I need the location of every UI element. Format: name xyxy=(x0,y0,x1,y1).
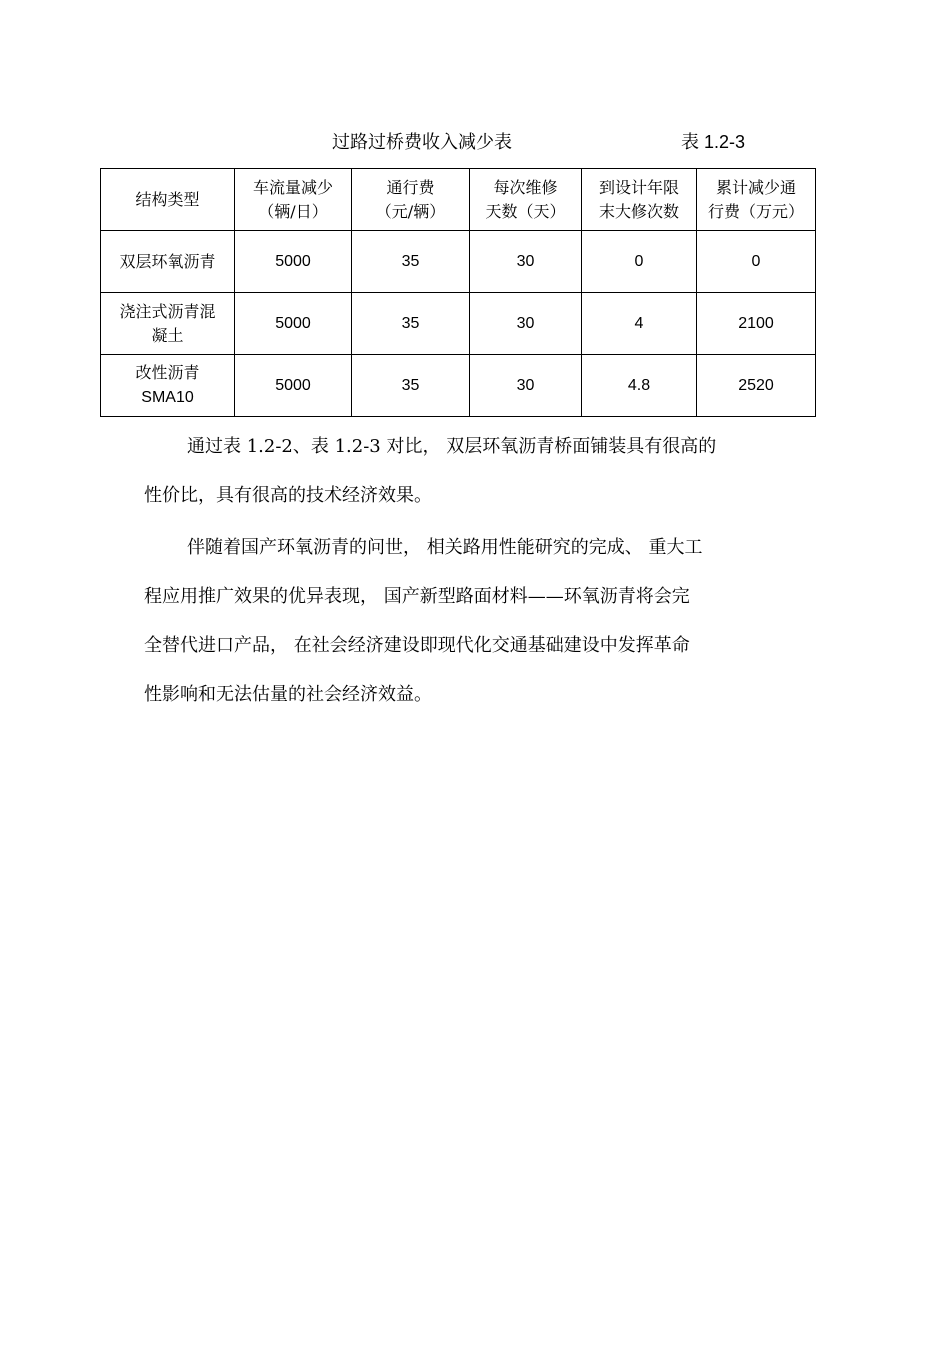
header-toll: 通行费 （元/辆） xyxy=(352,169,470,231)
header-structure-type: 结构类型 xyxy=(101,169,235,231)
paragraph-outlook xyxy=(144,523,814,719)
paragraph-line: 全替代进口产品， 在社会经济建设即现代化交通基础建设中发挥革命 xyxy=(144,635,690,656)
paragraph-line: 性价比，具有很高的技术经济效果。 xyxy=(144,485,432,506)
table-title: 过路过桥费收入减少表 xyxy=(332,132,512,153)
header-repair-days: 每次维修 天数（天） xyxy=(470,169,582,231)
cell-toll: 35 xyxy=(352,231,470,293)
header-traffic-reduction: 车流量减少 （辆/日） xyxy=(235,169,352,231)
row-structure-name: 改性沥青 SMA10 xyxy=(101,355,235,417)
paragraph-line: 程应用推广效果的优异表现， 国产新型路面材料——环氧沥青将会完 xyxy=(144,586,690,607)
paragraph-line: 伴随着国产环氧沥青的问世， 相关路用性能研究的完成、 重大工 xyxy=(187,537,703,558)
row-structure-name: 双层环氧沥青 xyxy=(101,231,235,293)
paragraph-line: 性影响和无法估量的社会经济效益。 xyxy=(144,684,432,705)
cell-cumulative-toll-loss: 2100 xyxy=(697,293,816,355)
cell-toll: 35 xyxy=(352,355,470,417)
cell-overhaul-count: 0 xyxy=(582,231,697,293)
cell-cumulative-toll-loss: 0 xyxy=(697,231,816,293)
table-row xyxy=(101,355,816,417)
cell-overhaul-count: 4 xyxy=(582,293,697,355)
cell-toll: 35 xyxy=(352,293,470,355)
cell-cumulative-toll-loss: 2520 xyxy=(697,355,816,417)
toll-revenue-table xyxy=(100,168,816,417)
cell-traffic-reduction: 5000 xyxy=(235,231,352,293)
cell-overhaul-count: 4.8 xyxy=(582,355,697,417)
cell-repair-days: 30 xyxy=(470,293,582,355)
row-structure-name: 浇注式沥青混 凝土 xyxy=(101,293,235,355)
cell-repair-days: 30 xyxy=(470,355,582,417)
cell-repair-days: 30 xyxy=(470,231,582,293)
cell-traffic-reduction: 5000 xyxy=(235,355,352,417)
header-overhaul-count: 到设计年限 末大修次数 xyxy=(582,169,697,231)
cell-traffic-reduction: 5000 xyxy=(235,293,352,355)
table-header-row xyxy=(101,169,816,231)
paragraph-comparison xyxy=(144,422,814,520)
table-number: 表 1.2-3 xyxy=(681,132,746,152)
table-caption xyxy=(0,128,950,156)
table-row xyxy=(101,293,816,355)
paragraph-line: 通过表 1.2-2、表 1.2-3 对比， 双层环氧沥青桥面铺装具有很高的 xyxy=(187,436,717,457)
header-cumulative-toll-loss: 累计减少通 行费（万元） xyxy=(697,169,816,231)
table-row xyxy=(101,231,816,293)
